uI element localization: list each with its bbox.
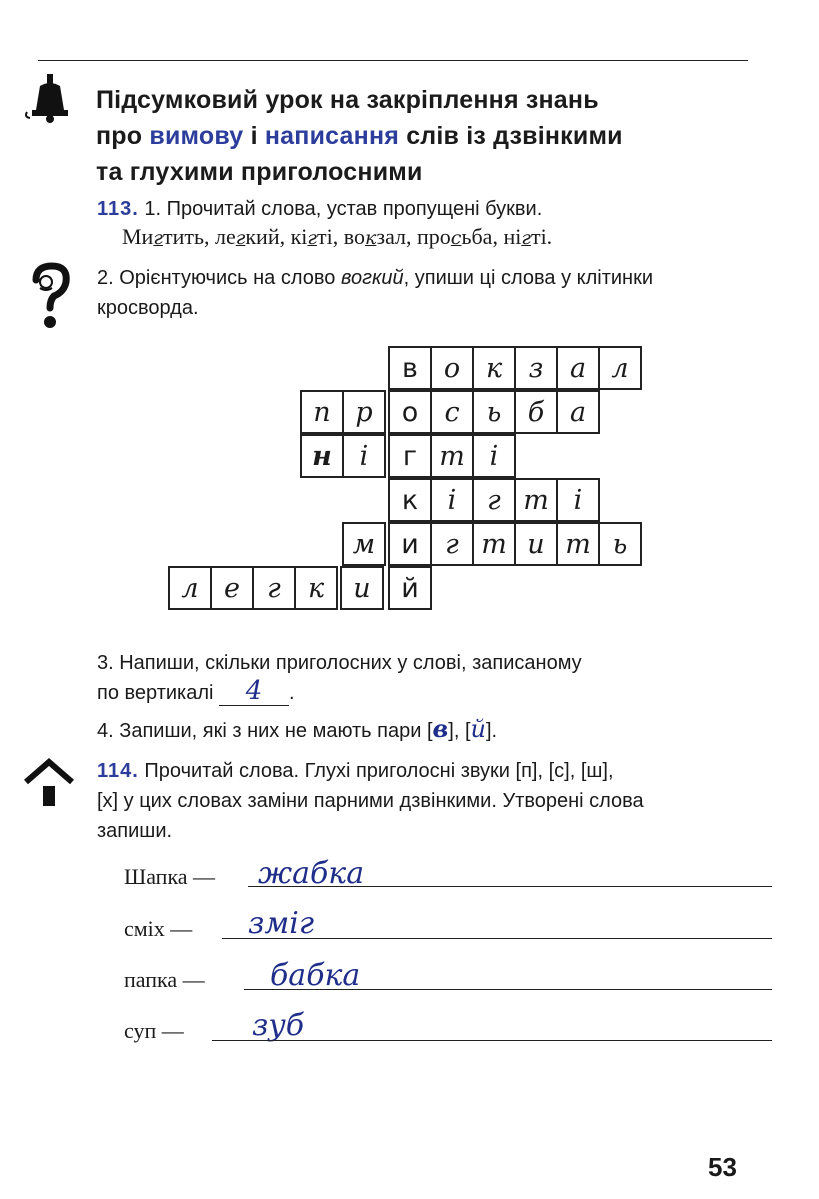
question-icon <box>26 262 74 334</box>
cw-r2-c4: с <box>430 390 474 434</box>
cw-r4-c4: т <box>514 478 558 522</box>
cw-r3-c2: і <box>342 434 386 478</box>
row1-line <box>248 886 772 887</box>
task4-answer-2: й <box>470 715 486 743</box>
cw-r6-c1: л <box>168 566 212 610</box>
cw-r1-c4: з <box>514 346 558 390</box>
cw-r6-c5: и <box>340 566 384 610</box>
ex113-task2: 2. Орієнтуючись на слово вогкий, упиши ці слова у клітинки кросворда. <box>97 267 654 319</box>
row4-word: суп — <box>124 1018 184 1043</box>
cw-r2-c5: ь <box>472 390 516 434</box>
row3-word: папка — <box>124 967 205 992</box>
word-1: Мигтить, <box>122 224 215 249</box>
cw-r5-c4: т <box>472 522 516 566</box>
cw-r1-c5: а <box>556 346 600 390</box>
cw-r1-c2: о <box>430 346 474 390</box>
top-rule <box>38 60 748 61</box>
cw-r6-c4: к <box>294 566 338 610</box>
cw-r1-c6: л <box>598 346 642 390</box>
cw-r5-c1: м <box>342 522 386 566</box>
cw-r1-c3: к <box>472 346 516 390</box>
cw-r2-c2: р <box>342 390 386 434</box>
cw-r6-c3: г <box>252 566 296 610</box>
bell-icon <box>22 72 78 124</box>
cw-r5-c6: т <box>556 522 600 566</box>
word-3: кігті, <box>290 224 344 249</box>
cw-r4-c1: к <box>388 478 432 522</box>
ex113-task3: 3. Напиши, скільки приголосних у слові, записаному по вертикалі 4 . <box>97 652 582 706</box>
title-line-3: та глухими приголосними <box>96 158 423 186</box>
row4-answer: зуб <box>252 1008 305 1043</box>
ex114-number: 114. <box>97 760 139 782</box>
ex113-task1: 113. 1. Прочитай слова, устав пропущені букви. <box>97 198 543 220</box>
ex113-task4: 4. Запиши, які з них не мають пари [в], [й]. <box>97 714 498 743</box>
cw-r3-c1: н <box>300 434 344 478</box>
cw-r2-c1: п <box>300 390 344 434</box>
page-number: 53 <box>708 1152 737 1182</box>
row2-word: сміх — <box>124 916 193 941</box>
cw-r5-c2: и <box>388 522 432 566</box>
cw-r5-c5: и <box>514 522 558 566</box>
task3-answer-line <box>219 676 289 706</box>
cw-r3-c3: г <box>388 434 432 478</box>
word-5: просьба, <box>417 224 504 249</box>
cw-r2-c6: б <box>514 390 558 434</box>
cw-r6-c2: е <box>210 566 254 610</box>
row3-line <box>244 989 772 990</box>
title-line-1: Підсумковий урок на закріплення знань <box>96 86 599 114</box>
cw-r3-c4: т <box>430 434 474 478</box>
cw-r4-c3: г <box>472 478 516 522</box>
ex113-number: 113. <box>97 198 139 220</box>
house-icon <box>22 756 76 808</box>
row2-line <box>222 938 772 939</box>
cw-r2-c3: о <box>388 390 432 434</box>
ex114-text: 114. Прочитай слова. Глухі приголосні звуки [п], [с], [ш], [х] у цих словах заміни парними дзвінкими. Утворені слова запиши. <box>97 760 644 842</box>
cw-r5-c3: г <box>430 522 474 566</box>
row4-line <box>212 1040 772 1041</box>
cw-r6-c6: й <box>388 566 432 610</box>
cw-r5-c7: ь <box>598 522 642 566</box>
reference-word: вогкий <box>340 267 404 289</box>
cw-r3-c5: і <box>472 434 516 478</box>
task3-answer: 4 <box>245 676 263 706</box>
word-2: легкий, <box>215 224 291 249</box>
row3-answer: бабка <box>270 958 361 993</box>
word-4: вокзал, <box>343 224 418 249</box>
cw-r4-c5: і <box>556 478 600 522</box>
lesson-title <box>96 82 786 190</box>
word-6: нігті. <box>503 224 553 249</box>
task4-answer-1: в <box>432 714 449 743</box>
cw-r1-c1: в <box>388 346 432 390</box>
row1-word: Шапка — <box>124 864 216 889</box>
row1-answer: жабка <box>258 856 365 891</box>
cw-r2-c7: а <box>556 390 600 434</box>
row2-answer: зміг <box>248 906 314 941</box>
title-line-2: про вимову і написання слів із дзвінкими <box>96 122 623 150</box>
cw-r4-c2: і <box>430 478 474 522</box>
ex113-words <box>122 224 552 250</box>
